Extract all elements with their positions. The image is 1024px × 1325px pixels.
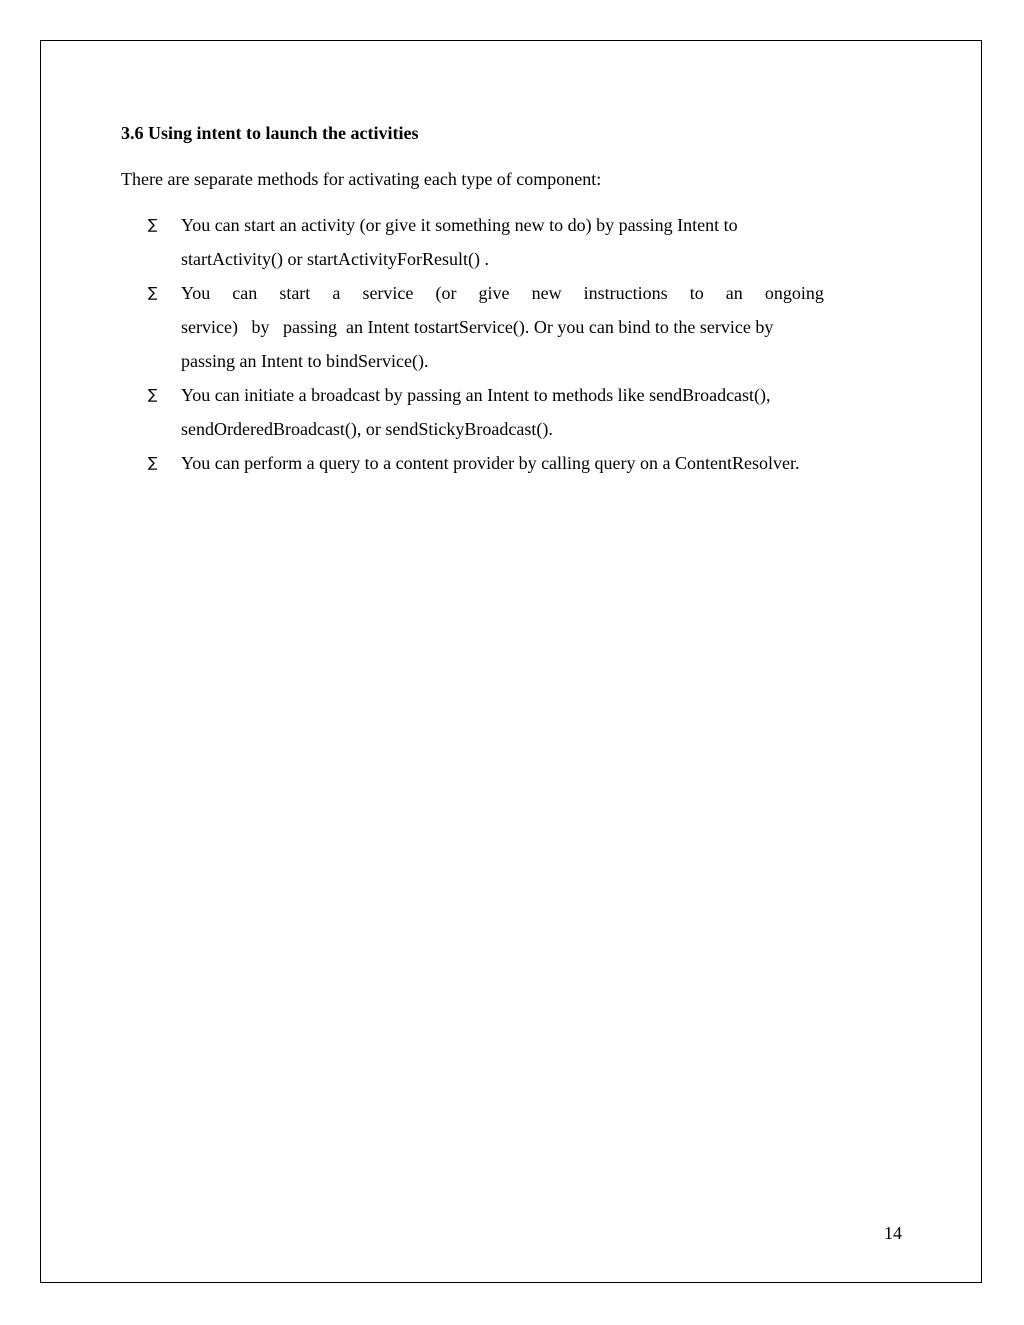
word: an (725, 283, 743, 303)
list-item-line: You can perform a query to a content provider by calling query on a ContentResolver. (181, 453, 800, 473)
list-item-line: You can start an activity (or give it something new to do) by passing Intent to (181, 215, 738, 235)
word: service (362, 283, 414, 303)
bullet-icon: ∑ (148, 285, 158, 301)
bullet-icon: ∑ (148, 387, 158, 403)
word: (or (435, 283, 457, 303)
page-number: 14 (884, 1223, 902, 1243)
list-item-line: sendOrderedBroadcast(), or sendStickyBroadcast(). (181, 419, 553, 439)
word: can (232, 283, 258, 303)
word: give (478, 283, 510, 303)
word: new (531, 283, 562, 303)
list-item-line-justified (181, 276, 824, 310)
word: ongoing (764, 283, 824, 303)
word: to (689, 283, 704, 303)
section-title: 3.6 Using intent to launch the activities (121, 123, 419, 143)
word: start (279, 283, 311, 303)
list-item-line: startActivity() or startActivityForResult() . (181, 249, 489, 269)
list-item-line: passing an Intent to bindService(). (181, 351, 429, 371)
list-item-line: service) by passing an Intent tostartService(). Or you can bind to the service by (181, 317, 774, 337)
intro-paragraph: There are separate methods for activating each type of component: (121, 169, 602, 189)
word: instructions (583, 283, 668, 303)
bullet-icon: ∑ (148, 217, 158, 233)
word: You (181, 283, 211, 303)
bullet-icon: ∑ (148, 455, 158, 471)
word: a (332, 283, 341, 303)
list-item-line: You can initiate a broadcast by passing an Intent to methods like sendBroadcast(), (181, 385, 771, 405)
